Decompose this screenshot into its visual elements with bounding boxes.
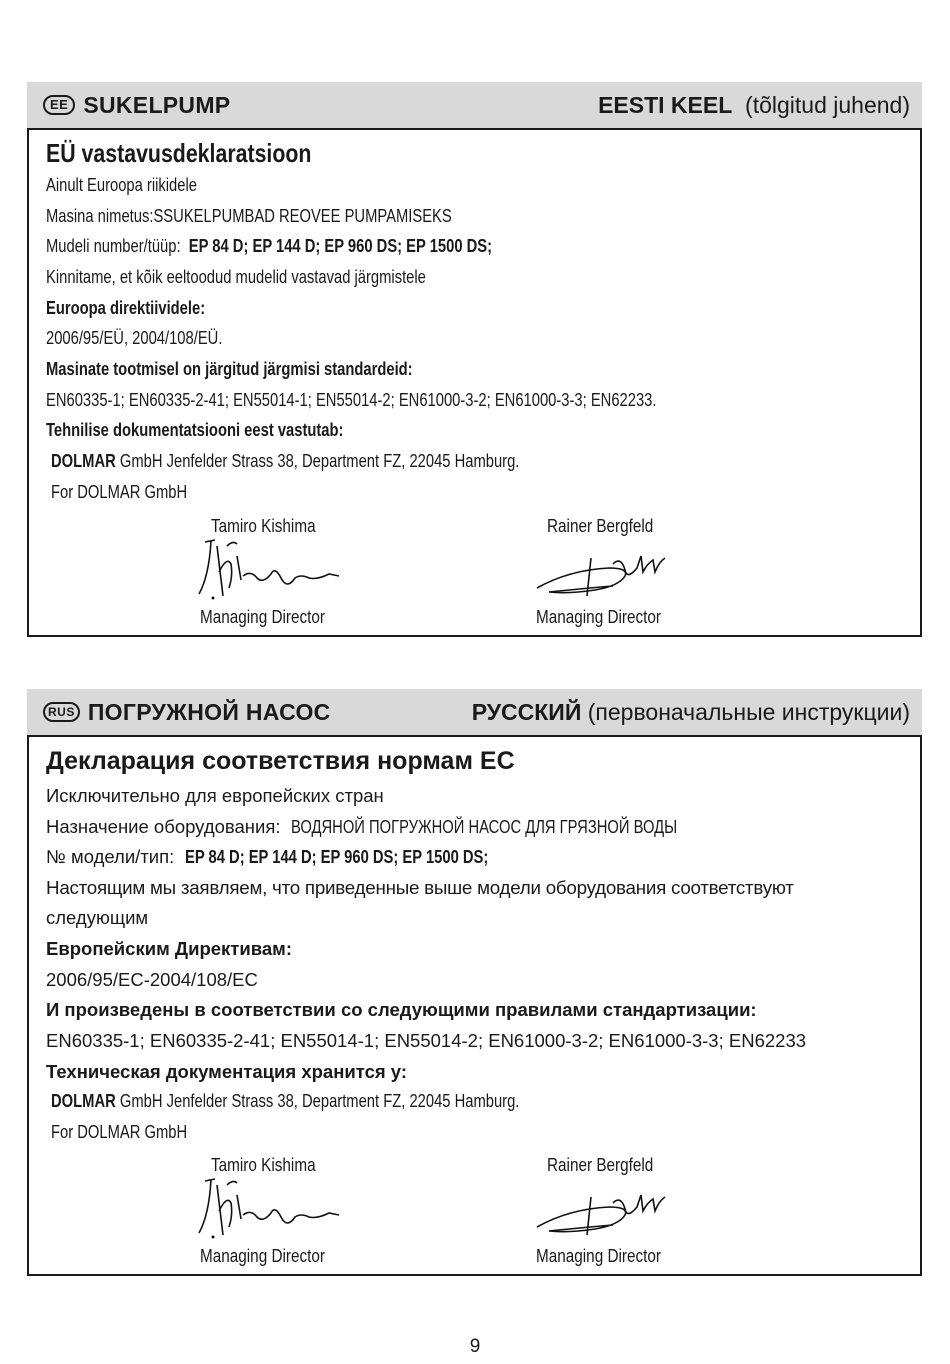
language-label xyxy=(472,699,910,726)
text-line: следующим xyxy=(46,907,149,928)
text-line: Исключительно для европейских стран xyxy=(46,785,384,806)
signer-name: Tamiro Kishima xyxy=(211,516,316,536)
declaration-box xyxy=(27,735,922,1276)
language-note: (первоначальные инструкции) xyxy=(587,698,910,725)
company-line: For DOLMAR GmbH xyxy=(51,1122,188,1142)
section-russian xyxy=(27,689,922,1276)
directives-value: 2006/95/EÜ, 2004/108/EÜ. xyxy=(46,328,223,348)
section-estonian xyxy=(27,82,922,637)
address-line xyxy=(51,1091,519,1112)
address-text: GmbH Jenfelder Strass 38, Department FZ, 22045 Hamburg. xyxy=(115,451,520,471)
product-title: ПОГРУЖНОЙ НАСОС xyxy=(87,698,331,725)
model-label: Mudeli number/tüüp: xyxy=(46,236,181,256)
declaration-heading: EÜ vastavusdeklaratsioon xyxy=(46,138,312,168)
standards-value: EN60335-1; EN60335-2-41; EN55014-1; EN55014-2; EN61000-3-2; EN61000-3-3; EN62233. xyxy=(46,390,657,410)
declaration-box xyxy=(27,128,922,637)
signer-name: Tamiro Kishima xyxy=(211,1155,316,1175)
model-label: № модели/тип: xyxy=(46,846,175,867)
product-title: SUKELPUMP xyxy=(83,91,231,118)
directives-value: 2006/95/EC-2004/108/EC xyxy=(46,969,258,990)
standards-value: EN60335-1; EN60335-2-41; EN55014-1; EN55014-2; EN61000-3-2; EN61000-3-3; EN62233 xyxy=(46,1030,807,1051)
text-line: Настоящим мы заявляем, что приведенные выше модели оборудования соответствуют xyxy=(46,877,794,898)
model-value: EP 84 D; EP 144 D; EP 960 DS; EP 1500 DS; xyxy=(188,236,493,256)
section-header xyxy=(27,689,922,735)
language-note: (tõlgitud juhend) xyxy=(745,91,910,118)
brand-name: DOLMAR xyxy=(51,1091,116,1111)
signer-role: Managing Director xyxy=(536,607,662,627)
address-line xyxy=(51,451,519,472)
text-line: Ainult Euroopa riikidele xyxy=(46,175,197,195)
section-header xyxy=(27,82,922,128)
directives-heading: Euroopa direktiividele: xyxy=(46,298,206,318)
language-name: РУССКИЙ xyxy=(471,698,582,725)
directives-heading: Европейским Директивам: xyxy=(46,938,292,959)
declaration-heading: Декларация соответствия нормам ЕС xyxy=(46,747,515,775)
language-badge: RUS xyxy=(43,702,80,722)
signature-kishima xyxy=(197,536,347,606)
model-value: EP 84 D; EP 144 D; EP 960 DS; EP 1500 DS; xyxy=(184,847,488,867)
text-line: Masina nimetus:SSUKELPUMBAD REOVEE PUMPAMISEKS xyxy=(46,206,452,226)
signature-bergfeld xyxy=(529,1185,679,1245)
text-line: Kinnitame, et kõik eeltoodud mudelid vastavad järgmistele xyxy=(46,267,426,287)
company-line: For DOLMAR GmbH xyxy=(51,482,188,502)
signer-name: Rainer Bergfeld xyxy=(547,516,654,536)
brand-name: DOLMAR xyxy=(51,451,116,471)
language-label xyxy=(598,92,910,119)
purpose-label: Назначение оборудования: xyxy=(46,816,281,837)
purpose-line xyxy=(46,816,762,838)
purpose-value: ВОДЯНОЙ ПОГРУЖНОЙ НАСОС ДЛЯ ГРЯЗНОЙ ВОДЫ xyxy=(290,817,677,837)
signature-kishima xyxy=(197,1175,347,1245)
model-line xyxy=(46,846,554,868)
signature-bergfeld xyxy=(529,546,679,606)
documentation-heading: Техническая документация хранится у: xyxy=(46,1061,408,1082)
language-name: EESTI KEEL xyxy=(598,91,733,118)
signer-role: Managing Director xyxy=(200,607,326,627)
address-text: GmbH Jenfelder Strass 38, Department FZ, 22045 Hamburg. xyxy=(115,1091,520,1111)
model-line xyxy=(46,236,492,257)
page-number: 9 xyxy=(469,1336,481,1357)
documentation-heading: Tehnilise dokumentatsiooni eest vastutab: xyxy=(46,420,344,440)
standards-heading: Masinate tootmisel on järgitud järgmisi standardeid: xyxy=(46,359,413,379)
standards-heading: И произведены в соответствии со следующими правилами стандартизации: xyxy=(46,999,757,1020)
language-badge: EE xyxy=(43,95,75,115)
signer-role: Managing Director xyxy=(536,1246,662,1266)
signer-role: Managing Director xyxy=(200,1246,326,1266)
signer-name: Rainer Bergfeld xyxy=(547,1155,654,1175)
